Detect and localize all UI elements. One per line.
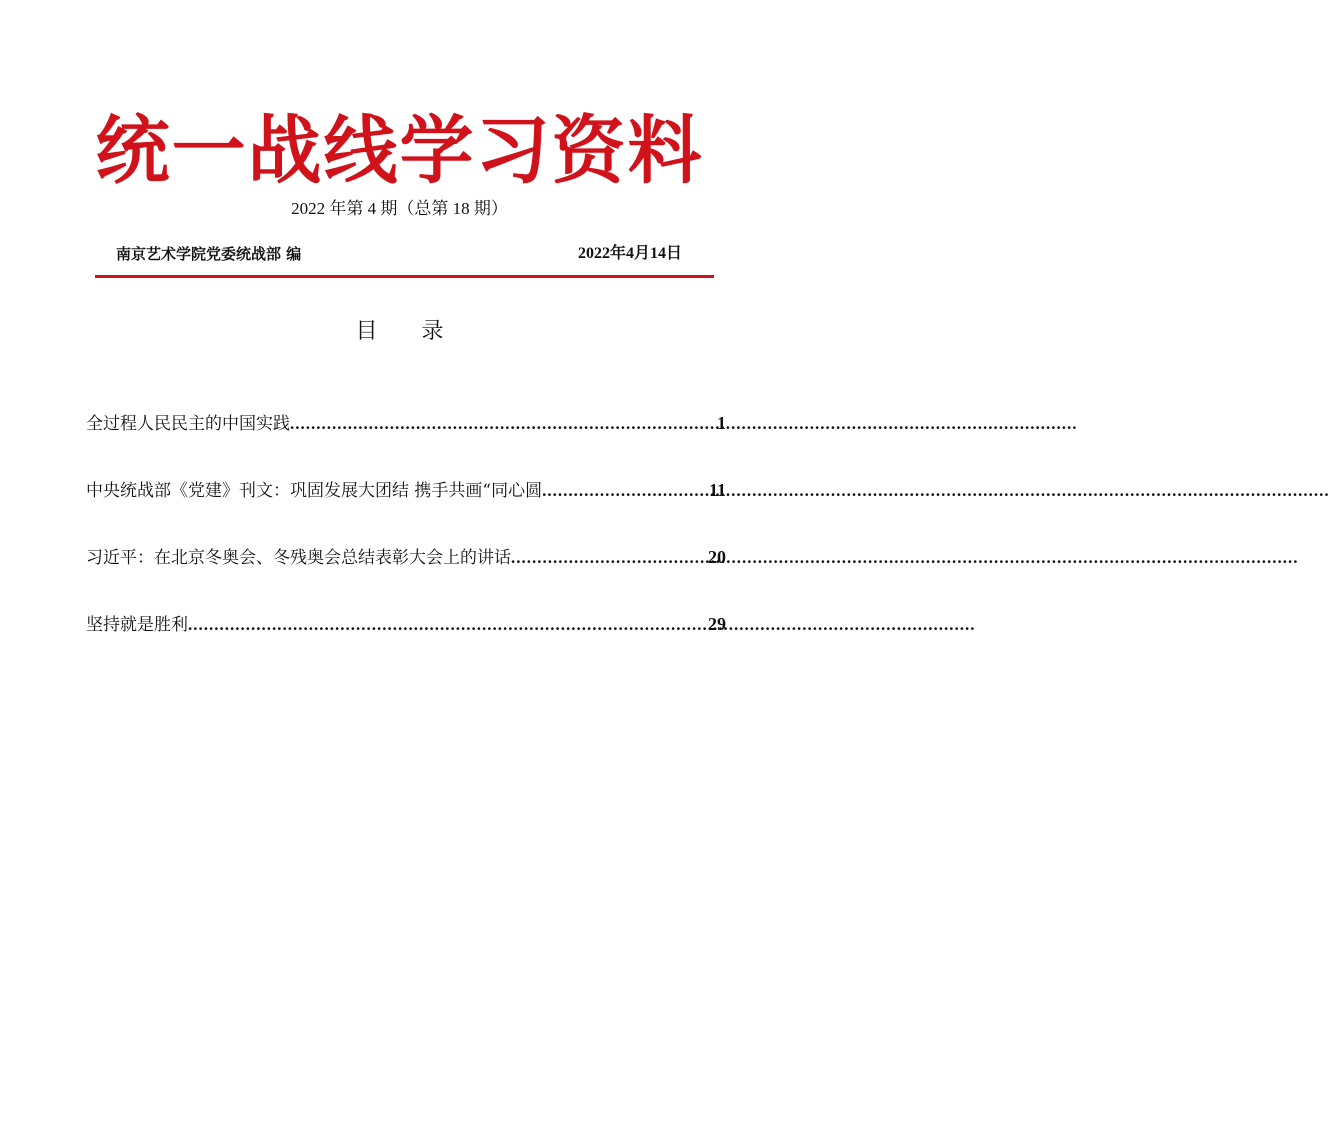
toc-entry-title: 坚持就是胜利 <box>86 615 188 635</box>
toc-entry-title: 中央统战部《党建》刊文：巩固发展大团结 携手共画“同心圆 <box>86 481 543 501</box>
header-divider <box>95 275 714 278</box>
toc-entry-page: 29 <box>708 614 726 634</box>
issue-number: 2022 年第 4 期（总第 18 期） <box>291 199 508 218</box>
masthead-title: 统一战线学习资料 <box>95 108 704 194</box>
toc-heading-char-2: 录 <box>421 319 444 344</box>
toc-entry[interactable] <box>86 471 726 509</box>
toc-entry[interactable] <box>86 538 726 576</box>
toc-entry-page: 11 <box>708 480 726 500</box>
toc-entry[interactable] <box>86 605 726 643</box>
publisher-label: 南京艺术学院党委统战部 编 <box>116 245 302 263</box>
toc-entry-title: 习近平：在北京冬奥会、冬残奥会总结表彰大会上的讲话 <box>86 548 511 568</box>
publication-date: 2022年4月14日 <box>577 245 682 262</box>
toc-entry-leader <box>290 405 715 443</box>
toc-entry-leader <box>188 606 706 644</box>
toc-entry[interactable] <box>86 404 726 442</box>
toc-entry-title: 全过程人民民主的中国实践 <box>86 414 290 434</box>
toc-list <box>86 404 726 672</box>
toc-entry-leader <box>542 472 707 510</box>
toc-heading-char-1: 目 <box>355 319 378 344</box>
toc-heading <box>0 317 799 347</box>
toc-entry-leader <box>511 539 706 577</box>
toc-entry-page: 1 <box>717 413 726 433</box>
toc-entry-page: 20 <box>708 547 726 567</box>
